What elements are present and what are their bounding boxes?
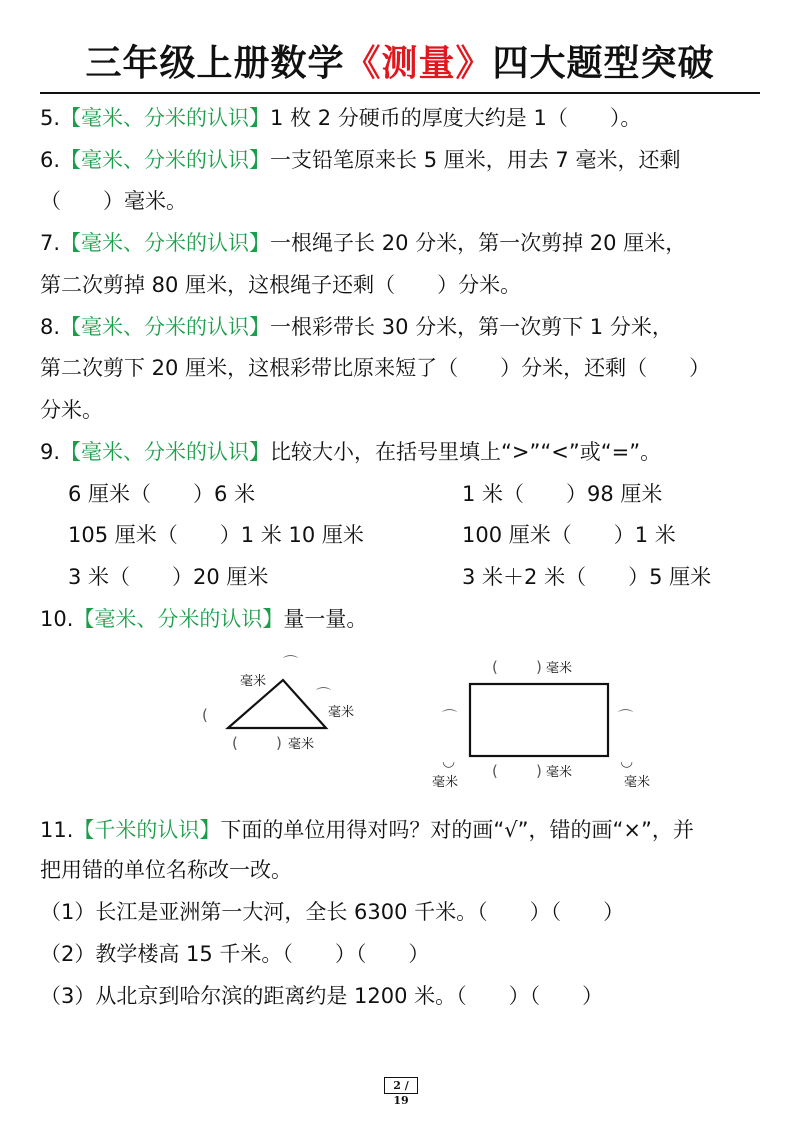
q8-text-3: 分米。	[40, 398, 103, 422]
rect-top-paren-close: )	[536, 658, 542, 676]
q11-item-2: （2）教学楼高 15 千米。（ ）（ ）	[40, 942, 430, 966]
q10-tag: 【毫米、分米的认识】	[73, 607, 284, 631]
q5-tag: 【毫米、分米的认识】	[60, 106, 271, 130]
q8-num: 8.	[40, 315, 61, 339]
rect-left-label: 毫米	[432, 775, 459, 790]
question-8-line-2	[40, 353, 710, 383]
question-6-line-1	[40, 145, 680, 175]
q11-num: 11.	[40, 818, 74, 842]
rect-right-label: 毫米	[624, 775, 651, 790]
rect-left-lower-paren: ◡	[442, 752, 456, 770]
rectangle-shape	[470, 684, 608, 756]
rect-top-paren-open: (	[492, 658, 498, 676]
triangle-top-paren: ⌒	[283, 654, 299, 672]
question-7-line-2	[40, 270, 521, 300]
q9-num: 9.	[40, 440, 61, 464]
q7-text-2: 第二次剪掉 80 厘米，这根绳子还剩（ ）分米。	[40, 273, 522, 297]
q6-text-1: 一支铅笔原来长 5 厘米，用去 7 毫米，还剩	[270, 148, 681, 172]
question-8-line-1	[40, 312, 673, 342]
q8-text-2: 第二次剪下 20 厘米，这根彩带比原来短了（ ）分米，还剩（ ）	[40, 356, 711, 380]
q9-text: 比较大小，在括号里填上“>”“<”或“=”。	[270, 440, 662, 464]
title-underline	[40, 92, 760, 94]
rect-bottom-paren-open: (	[492, 762, 498, 780]
q8-tag: 【毫米、分米的认识】	[60, 315, 271, 339]
q9-tag: 【毫米、分米的认识】	[60, 440, 271, 464]
q10-text: 量一量。	[283, 607, 368, 631]
rect-right-paren: ⌒	[618, 708, 634, 726]
rect-bottom-paren-close: )	[536, 762, 542, 780]
q11-item-3: （3）从北京到哈尔滨的距离约是 1200 米。（ ）（ ）	[40, 984, 604, 1008]
triangle-bottom-paren-close: )	[276, 734, 282, 752]
title-part-2: 四大题型突破	[492, 43, 715, 84]
question-11-line-2	[40, 855, 292, 885]
q9-compare-left-3: 3 米（ ）20 厘米	[68, 565, 269, 589]
question-9	[40, 437, 661, 467]
page-title	[0, 42, 800, 86]
q5-num: 5.	[40, 106, 61, 130]
q6-num: 6.	[40, 148, 61, 172]
q7-tag: 【毫米、分米的认识】	[60, 231, 271, 255]
q9-compare-left-1: 6 厘米（ ）6 米	[68, 482, 256, 506]
triangle-right-paren: ⌒	[316, 686, 332, 704]
question-7-line-1	[40, 228, 686, 258]
triangle-bottom-paren-open: (	[232, 734, 238, 752]
q9-compare-right-2: 100 厘米（ ）1 米	[462, 523, 676, 547]
q7-num: 7.	[40, 231, 61, 255]
question-11-line-1	[40, 815, 694, 845]
q11-item-1: （1）长江是亚洲第一大河，全长 6300 千米。（ ）（ ）	[40, 900, 625, 924]
q11-tag: 【千米的认识】	[73, 818, 221, 842]
q9-compare-left-2: 105 厘米（ ）1 米 10 厘米	[68, 523, 364, 547]
triangle-right-label: 毫米	[328, 705, 355, 720]
rect-left-paren: ⌒	[442, 708, 458, 726]
q9-compare-right-3: 3 米＋2 米（ ）5 厘米	[462, 565, 712, 589]
triangle-left-paren: (	[202, 706, 208, 724]
title-part-1: 三年级上册数学	[85, 43, 345, 84]
q7-text-1: 一根绳子长 20 分米，第一次剪掉 20 厘米，	[270, 231, 687, 255]
rect-right-lower-paren: ◡	[620, 752, 634, 770]
q6-text-2: （ ）毫米。	[40, 189, 187, 213]
q5-text: 1 枚 2 分硬币的厚度大约是 1（ ）。	[270, 106, 642, 130]
question-8-line-3	[40, 395, 103, 425]
q11-text-1: 下面的单位用得对吗？对的画“√”，错的画“×”，并	[220, 818, 694, 842]
q11-text-2: 把用错的单位名称改一改。	[40, 858, 292, 882]
rect-top-label: 毫米	[546, 661, 573, 676]
measurement-figures	[180, 640, 680, 800]
q6-tag: 【毫米、分米的认识】	[60, 148, 271, 172]
question-6-line-2	[40, 186, 187, 216]
triangle-bottom-label: 毫米	[288, 737, 315, 752]
question-5	[40, 103, 641, 133]
page-number: 2 / 19	[384, 1077, 418, 1094]
question-10	[40, 604, 367, 634]
rect-bottom-label: 毫米	[546, 765, 573, 780]
q9-compare-right-1: 1 米（ ）98 厘米	[462, 482, 663, 506]
q8-text-1: 一根彩带长 30 分米，第一次剪下 1 分米，	[270, 315, 673, 339]
triangle-left-label: 毫米	[240, 674, 267, 689]
title-part-red: 《测量》	[344, 43, 493, 84]
q10-num: 10.	[40, 607, 74, 631]
